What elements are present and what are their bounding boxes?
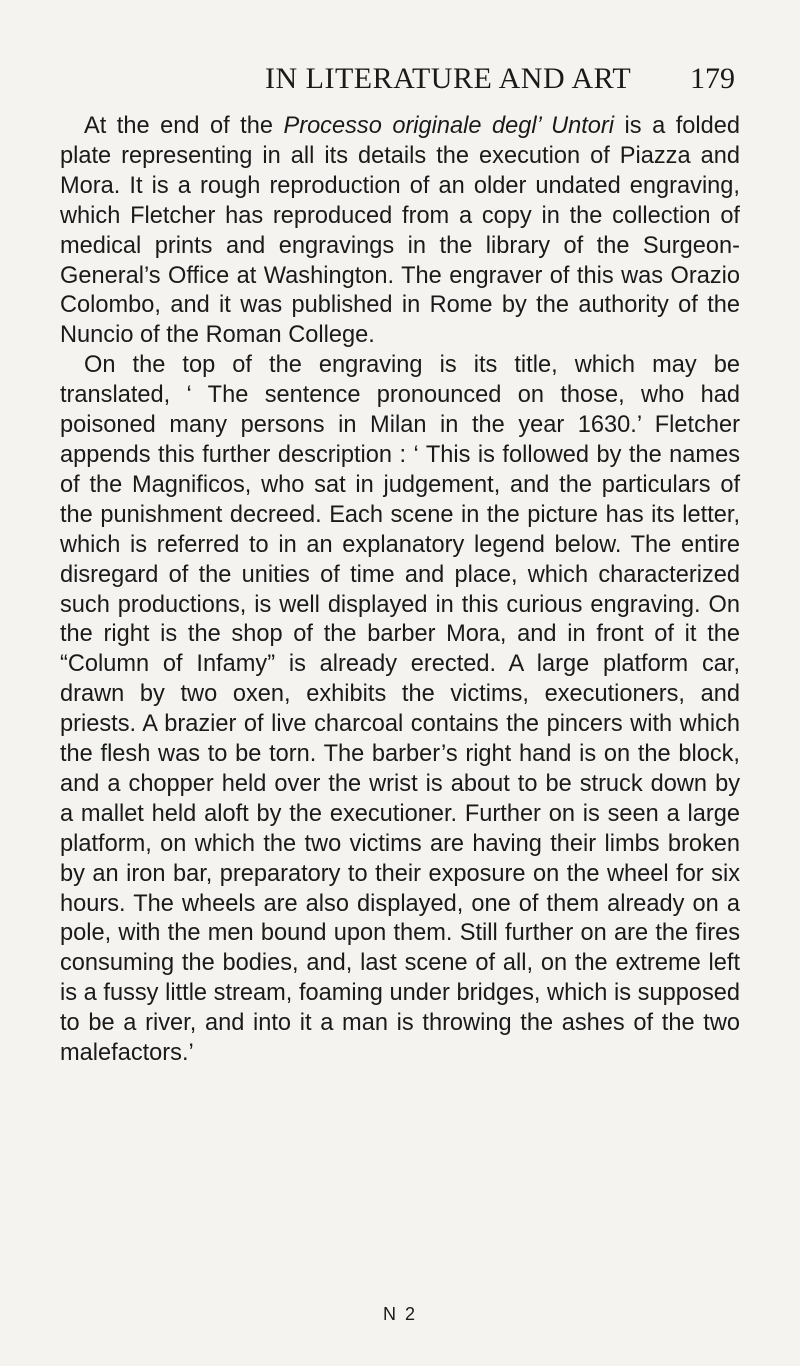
- signature-mark: N 2: [382, 1304, 417, 1324]
- body-text: [60, 112, 740, 1069]
- book-title-italic: Processo originale degl’ Untori: [283, 113, 615, 139]
- text-segment: On the top of the engraving is its title, which may be translated, ‘ The sentence pronounced on those, who had poisoned many persons in Milan in the year 1630.’ Fletcher appends this further description : ‘ This is followed by the names of the Magnificos, who sat in judgement, and the particulars of the punishment decreed. Each scene in the picture has its letter, which is referred to in an explanatory legend below. The entire disregard of the unities of time and place, which characterized such productions, is well displayed in this curious engraving. On the right is the shop of the barber Mora, and in front of it the “Column of Infamy” is already erected. A large platform car, drawn by two oxen, exhibits the victims, executioners, and priests. A brazier of live charcoal contains the pincers with which the flesh was to be torn. The barber’s right hand is on the block, and a chopper held over the wrist is about to be struck down by a mallet held aloft by the executioner. Further on is seen a large platform, on which the two victims are having their limbs broken by an iron bar, preparatory to their exposure on the wheel for six hours. The wheels are also displayed, one of them already on a pole, with the men bound upon them. Still further on are the fires consuming the bodies, and, last scene of all, on the extreme left is a fussy little stream, foaming under bridges, which is supposed to be a river, and into it a man is throwing the ashes of the two malefactors.’: [60, 352, 740, 1067]
- paragraph: [60, 351, 740, 1069]
- running-head: [265, 62, 745, 102]
- text-segment: At the end of the: [84, 113, 284, 139]
- page-number: 179: [690, 62, 735, 95]
- running-title: IN LITERATURE AND ART: [265, 62, 632, 95]
- paragraph: [60, 112, 740, 351]
- text-segment: is a folded plate representing in all its details the execution of Piazza and Mora. It is a rough reproduction of an older undated engraving, which Fletcher has reproduced from a copy in the collection of medical prints and engravings in the library of the Surgeon-General’s Office at Washington. The engraver of this was Orazio Colombo, and it was published in Rome by the authority of the Nuncio of the Roman College.: [60, 113, 740, 349]
